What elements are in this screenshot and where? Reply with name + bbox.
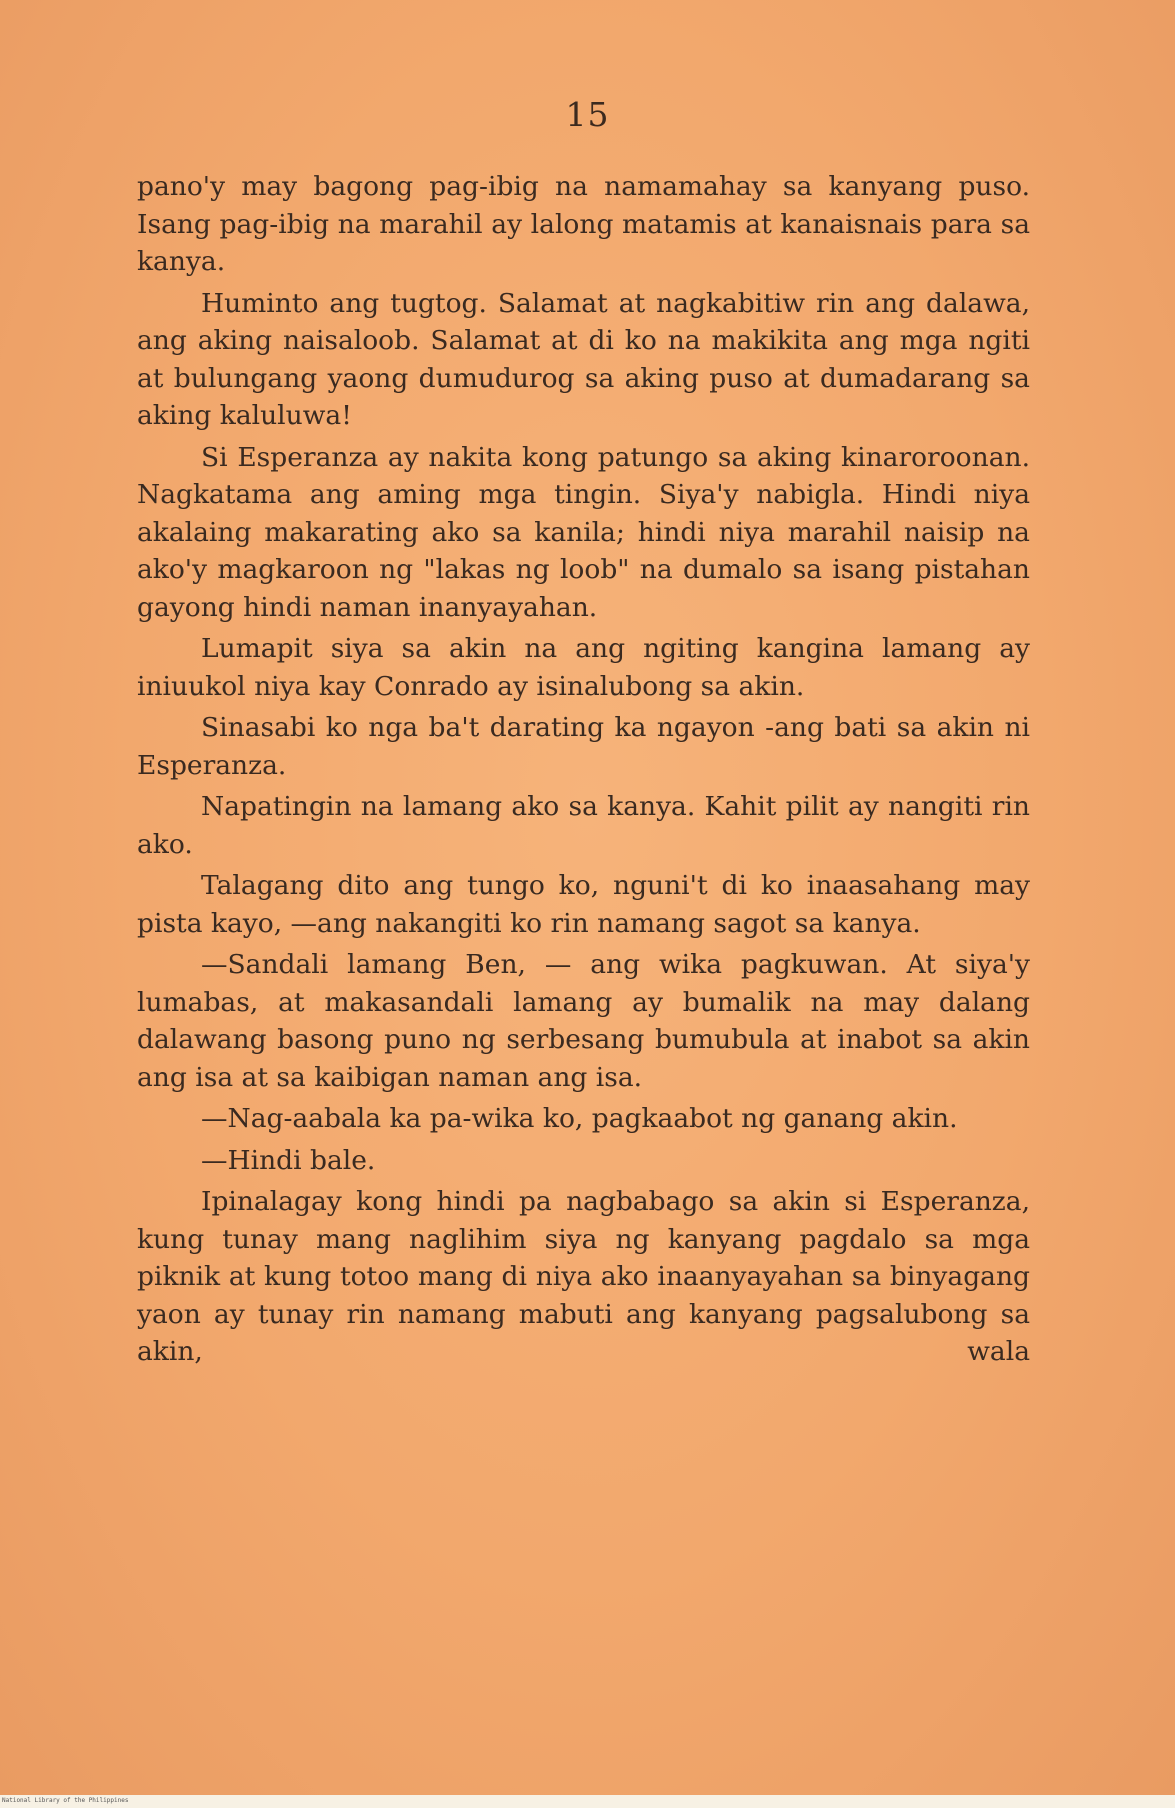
paragraph: —Hindi bale. bbox=[201, 1144, 376, 1176]
paragraph: —Nag-aabala ka pa-wika ko, pagkaabot ng ganang akin. bbox=[201, 1103, 958, 1134]
paragraph: Huminto ang tugtog. Salamat at nagkabitiw rin ang dalawa, ang aking naisaloob. Salamat at di ko na makikita ang mga ngiti at bulungang yaong dumudurog sa aking puso at dumadarang sa aking kaluluwa! bbox=[137, 287, 1030, 431]
body-text bbox=[137, 168, 1030, 1375]
paragraph: Sinasabi ko nga ba't darating ka ngayon -ang bati sa akin ni Esperanza. bbox=[137, 712, 1030, 781]
paragraph: Lumapit siya sa akin na ang ngiting kangina lamang ay iniuukol niya kay Conrado ay isinalubong sa akin. bbox=[137, 633, 1030, 702]
paragraph: pano'y may bagong pag-ibig na namamahay sa kanyang puso. Isang pag-ibig na marahil ay lalong matamis at kanaisnais para sa kanya. bbox=[137, 171, 1030, 277]
paragraph: —Sandali lamang Ben, — ang wika pagkuwan. At siya'y lumabas, at makasandali lamang ay bumalik na may dalang dalawang basong puno ng serbesang bumubula at inabot sa akin ang isa at sa kaibigan naman ang isa. bbox=[137, 949, 1030, 1093]
library-credit: National Library of the Philippines bbox=[2, 1797, 129, 1804]
paragraph: Ipinalagay kong hindi pa nagbabago sa akin si Esperanza, kung tunay mang naglihim siya ng kanyang pagdalo sa mga piknik at kung totoo mang di niya ako inaanyayahan sa binyagang yaon ay tunay rin namang mabuti ang kanyang pagsalubong sa akin, wala bbox=[137, 1186, 1030, 1367]
paragraph: Talagang dito ang tungo ko, nguni't di ko inaasahang may pista kayo, —ang nakangiti ko rin namang sagot sa kanya. bbox=[137, 870, 1030, 939]
paragraph: Si Esperanza ay nakita kong patungo sa aking kinaroroonan. Nagkatama ang aming mga tingin. Siya'y nabigla. Hindi niya akalaing makarating ako sa kanila; hindi niya marahil naisip na ako'y magkaroon ng "lakas ng loob" na dumalo sa isang pistahan gayong hindi naman inanyayahan. bbox=[137, 441, 1030, 623]
paragraph: Napatingin na lamang ako sa kanya. Kahit pilit ay nangiti rin ako. bbox=[137, 791, 1030, 860]
page-number: 15 bbox=[565, 95, 610, 134]
